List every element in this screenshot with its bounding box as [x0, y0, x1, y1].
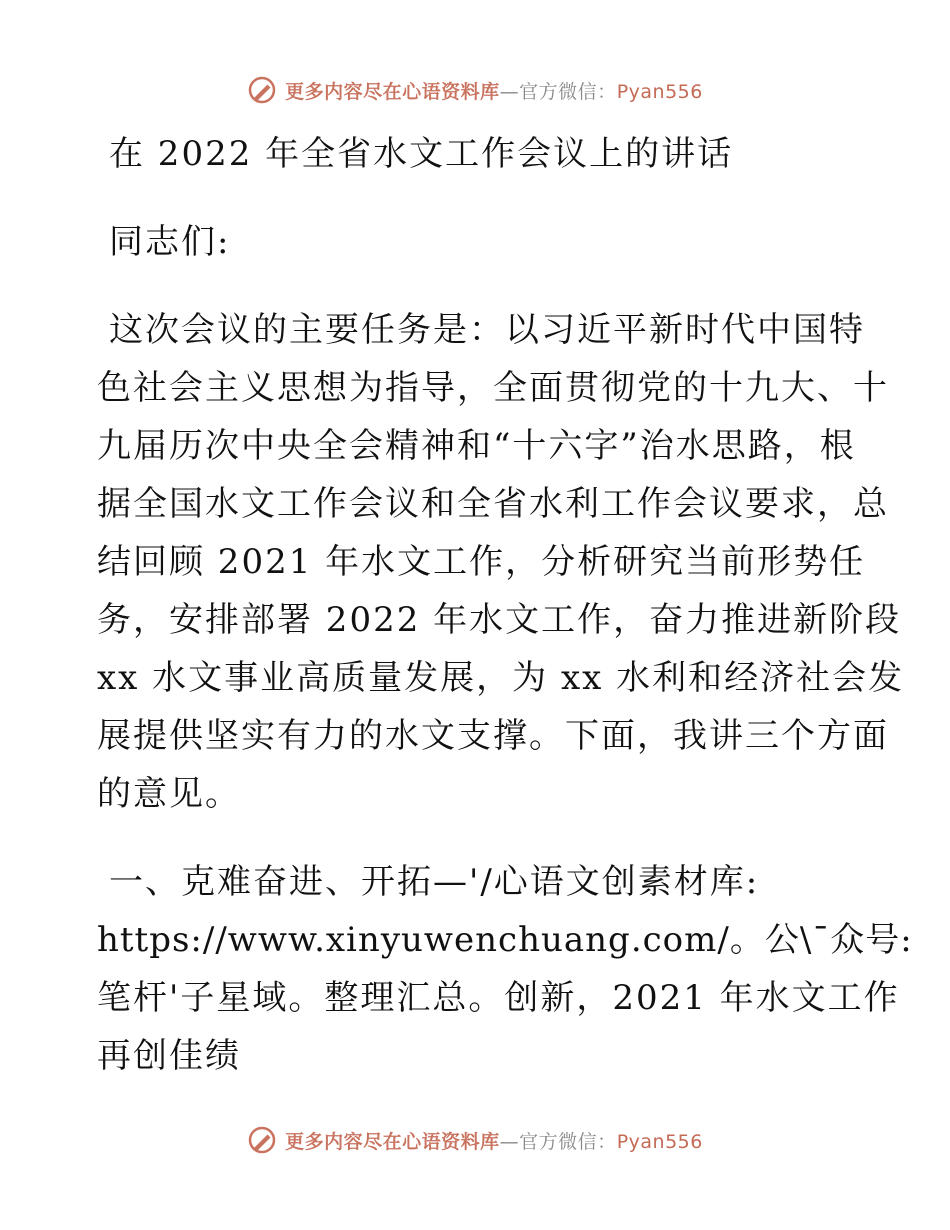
watermark-text: [285, 77, 703, 104]
paragraph-line: 九届历次中央全会精神和“十六字”治水思路，根: [97, 426, 856, 466]
salutation: 同志们:: [109, 222, 231, 262]
watermark-official: 官方微信: [519, 1130, 598, 1153]
paragraph-1: [97, 301, 905, 823]
section-line: 笔杆'子星域。整理汇总。创新，2021 年水文工作: [97, 978, 900, 1018]
watermark-main: 更多内容尽在心语资料库: [285, 1130, 500, 1153]
section-1: [97, 853, 913, 1085]
pen-logo-icon: [247, 1125, 277, 1155]
watermark-dash: —: [499, 1130, 520, 1153]
watermark-colon: ：: [597, 1130, 617, 1153]
document-body: [97, 125, 913, 1085]
watermark-text: [285, 1127, 703, 1154]
paragraph-line: xx 水文事业高质量发展，为 xx 水利和经济社会发: [97, 658, 905, 698]
section-line: 再创佳绩: [97, 1036, 241, 1076]
paragraph-line: 展提供坚实有力的水文支撑。下面，我讲三个方面: [97, 716, 889, 756]
paragraph-line: 色社会主义思想为指导，全面贯彻党的十九大、十: [97, 368, 889, 408]
paragraph-line: 据全国水文工作会议和全省水利工作会议要求，总: [97, 484, 889, 524]
watermark-id: Pyan556: [616, 1130, 703, 1153]
watermark-colon: ：: [597, 80, 617, 103]
document-title: 在 2022 年全省水文工作会议上的讲话: [109, 134, 734, 174]
header-watermark: [0, 70, 950, 110]
watermark-id: Pyan556: [616, 80, 703, 103]
paragraph-line: 的意见。: [97, 774, 241, 814]
watermark-dash: —: [499, 80, 520, 103]
section-line: https://www.xinyuwenchuang.com/。公\¯众号:: [97, 920, 913, 960]
watermark-main: 更多内容尽在心语资料库: [285, 80, 500, 103]
section-heading-line: 一、克难奋进、开拓—'/心语文创素材库:: [109, 862, 760, 902]
footer-watermark: [0, 1120, 950, 1160]
paragraph-line: 这次会议的主要任务是：以习近平新时代中国特: [109, 310, 865, 350]
paragraph-line: 结回顾 2021 年水文工作，分析研究当前形势任: [97, 542, 866, 582]
pen-logo-icon: [247, 75, 277, 105]
watermark-official: 官方微信: [519, 80, 598, 103]
paragraph-line: 务，安排部署 2022 年水文工作，奋力推进新阶段: [97, 600, 902, 640]
